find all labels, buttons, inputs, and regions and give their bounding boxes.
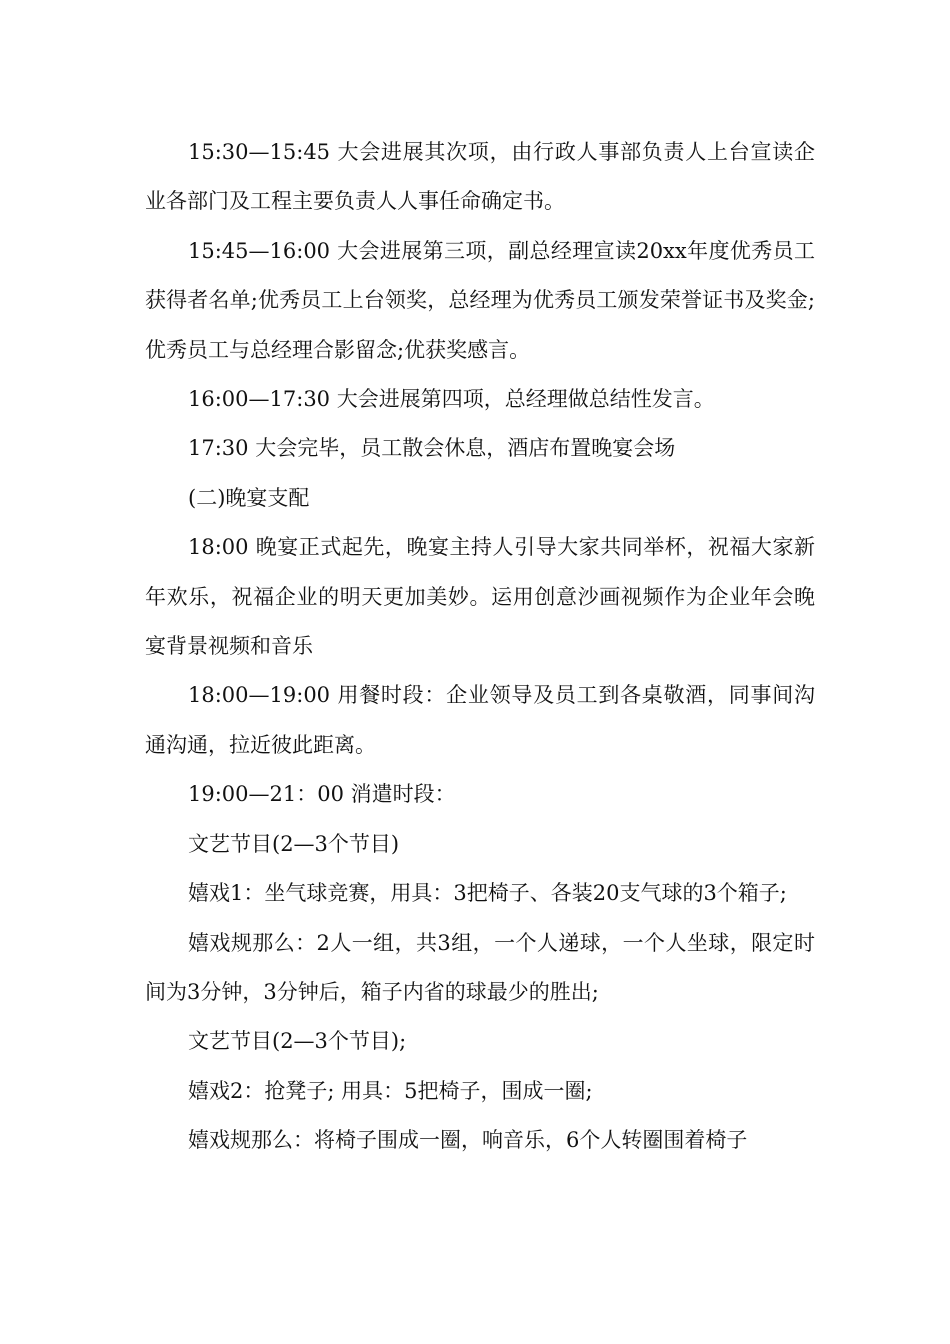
paragraph-game-1-rules: 嬉戏规那么：2人一组，共3组，一个人递球，一个人坐球，限定时间为3分钟，3分钟后，箱子内省的球最少的胜出; xyxy=(145,930,815,1004)
document-body xyxy=(145,128,815,1166)
paragraph-dining-period: 18:00—19:00 用餐时段：企业领导及员工到各桌敬酒，同事间沟通沟通，拉近彼此距离。 xyxy=(145,683,815,757)
paragraph-entertainment-period: 19:00—21：00 消遣时段： xyxy=(188,782,456,807)
paragraph-agenda-1600: 16:00—17:30 大会进展第四项，总经理做总结性发言。 xyxy=(188,387,715,412)
paragraph-game-2-rules: 嬉戏规那么：将椅子围成一圈，响音乐，6个人转圈围着椅子 xyxy=(188,1128,748,1153)
paragraph-agenda-1545: 15:45—16:00 大会进展第三项，副总经理宣读20xx年度优秀员工获得者名单;优秀员工上台领奖，总经理为优秀员工颁发荣誉证书及奖金;优秀员工与总经理合影留念;优获奖感言。 xyxy=(145,238,815,362)
paragraph-performance-2: 文艺节目(2—3个节目); xyxy=(188,1029,407,1054)
paragraph-agenda-1530: 15:30—15:45 大会进展其次项，由行政人事部负责人上台宣读企业各部门及工程主要负责人人事任命确定书。 xyxy=(145,140,815,214)
paragraph-performance-1: 文艺节目(2—3个节目) xyxy=(188,831,400,856)
paragraph-game-1: 嬉戏1：坐气球竞赛，用具：3把椅子、各装20支气球的3个箱子; xyxy=(188,881,787,906)
paragraph-banquet-1800: 18:00 晚宴正式起先，晚宴主持人引导大家共同举杯，祝福大家新年欢乐，祝福企业的明天更加美妙。运用创意沙画视频作为企业年会晚宴背景视频和音乐 xyxy=(145,535,815,659)
paragraph-game-2: 嬉戏2：抢凳子; 用具：5把椅子，围成一圈; xyxy=(188,1078,593,1103)
section-heading-banquet: (二)晚宴支配 xyxy=(188,485,310,510)
paragraph-agenda-1730: 17:30 大会完毕，员工散会休息，酒店布置晚宴会场 xyxy=(188,436,676,461)
